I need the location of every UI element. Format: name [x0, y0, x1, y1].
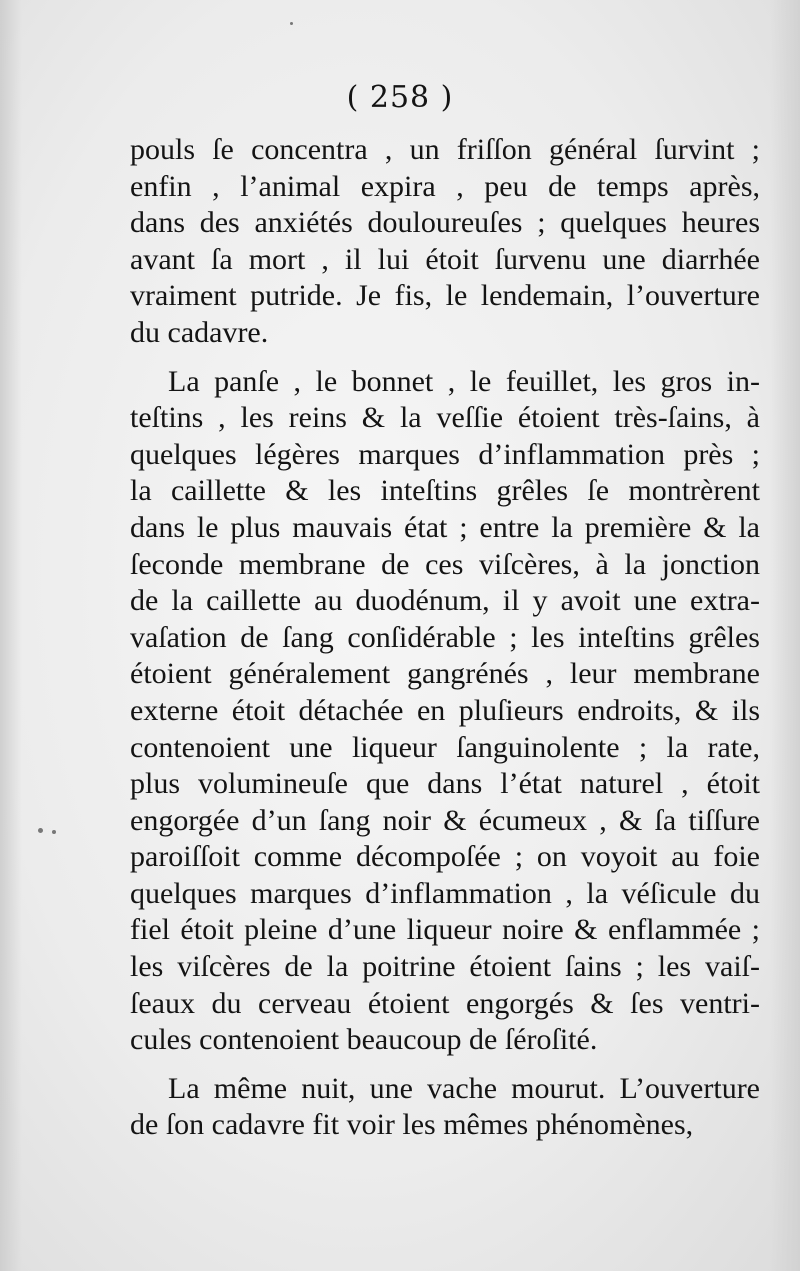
text-line: enfin , l’animal expira , peu de temps après,: [130, 169, 760, 203]
text-line: La même nuit, une vache mourut. L’ouverture: [168, 1071, 760, 1105]
ink-speck: [290, 22, 293, 25]
ink-speck: [38, 828, 43, 833]
paragraph-p2: [130, 364, 760, 1059]
text-line: du cadavre.: [130, 315, 269, 349]
text-line: dans des anxiétés douloureuſes ; quelques heures: [130, 206, 760, 240]
text-line: vaſation de ſang conſidérable ; les inteſtins grêles: [130, 620, 760, 654]
text-line: cules contenoient beaucoup de ſéroſité.: [130, 1023, 598, 1057]
page-number: ( 258 ): [346, 80, 454, 115]
text-line: paroiſſoit comme décompoſée ; on voyoit au foie: [130, 840, 760, 874]
text-line: de la caillette au duodénum, il y avoit une extra-: [130, 584, 760, 618]
text-line: ſeconde membrane de ces viſcères, à la jonction: [130, 547, 760, 581]
text-line: quelques légères marques d’inflammation près ;: [130, 437, 760, 471]
text-line: engorgée d’un ſang noir & écumeux , & ſa tiſſure: [130, 803, 760, 837]
page-edge-shadow-right: [770, 0, 800, 1271]
text-line: pouls ſe concentra , un friſſon général ſurvint ;: [130, 133, 760, 166]
text-line: la caillette & les inteſtins grêles ſe montrèrent: [130, 474, 760, 508]
paragraph-gap: [130, 352, 760, 364]
text-line: avant ſa mort , il lui étoit ſurvenu une diarrhée: [130, 242, 760, 276]
text-line: contenoient une liqueur ſanguinolente ; la rate,: [130, 730, 760, 764]
text-line: La panſe , le bonnet , le feuillet, les gros in-: [168, 364, 760, 398]
text-line: étoient généralement gangrénés , leur membrane: [130, 657, 760, 691]
ink-speck: [52, 830, 56, 834]
text-line: quelques marques d’inflammation , la véſicule du: [130, 876, 760, 910]
body-text: [130, 132, 760, 1144]
text-line: teſtins , les reins & la veſſie étoient très-ſains, à: [130, 401, 760, 435]
text-line: ſeaux du cerveau étoient engorgés & ſes ventri-: [130, 986, 760, 1020]
text-line: externe étoit détachée en pluſieurs endroits, & ils: [130, 693, 760, 727]
text-line: plus volumineuſe que dans l’état naturel , étoit: [130, 767, 760, 801]
paragraph-p1: [130, 132, 760, 352]
text-line: fiel étoit pleine d’une liqueur noire & enflammée ;: [130, 913, 760, 947]
paragraph-gap: [130, 1059, 760, 1071]
text-line: dans le plus mauvais état ; entre la première & la: [130, 510, 760, 544]
text-line: les viſcères de la poitrine étoient ſains ; les vaiſ-: [130, 950, 760, 984]
text-line: vraiment putride. Je fis, le lendemain, l’ouverture: [130, 279, 760, 313]
page-edge-shadow-left: [0, 0, 22, 1271]
paragraph-p3: [130, 1071, 760, 1144]
text-line: de ſon cadavre fit voir les mêmes phénomènes,: [130, 1108, 694, 1142]
